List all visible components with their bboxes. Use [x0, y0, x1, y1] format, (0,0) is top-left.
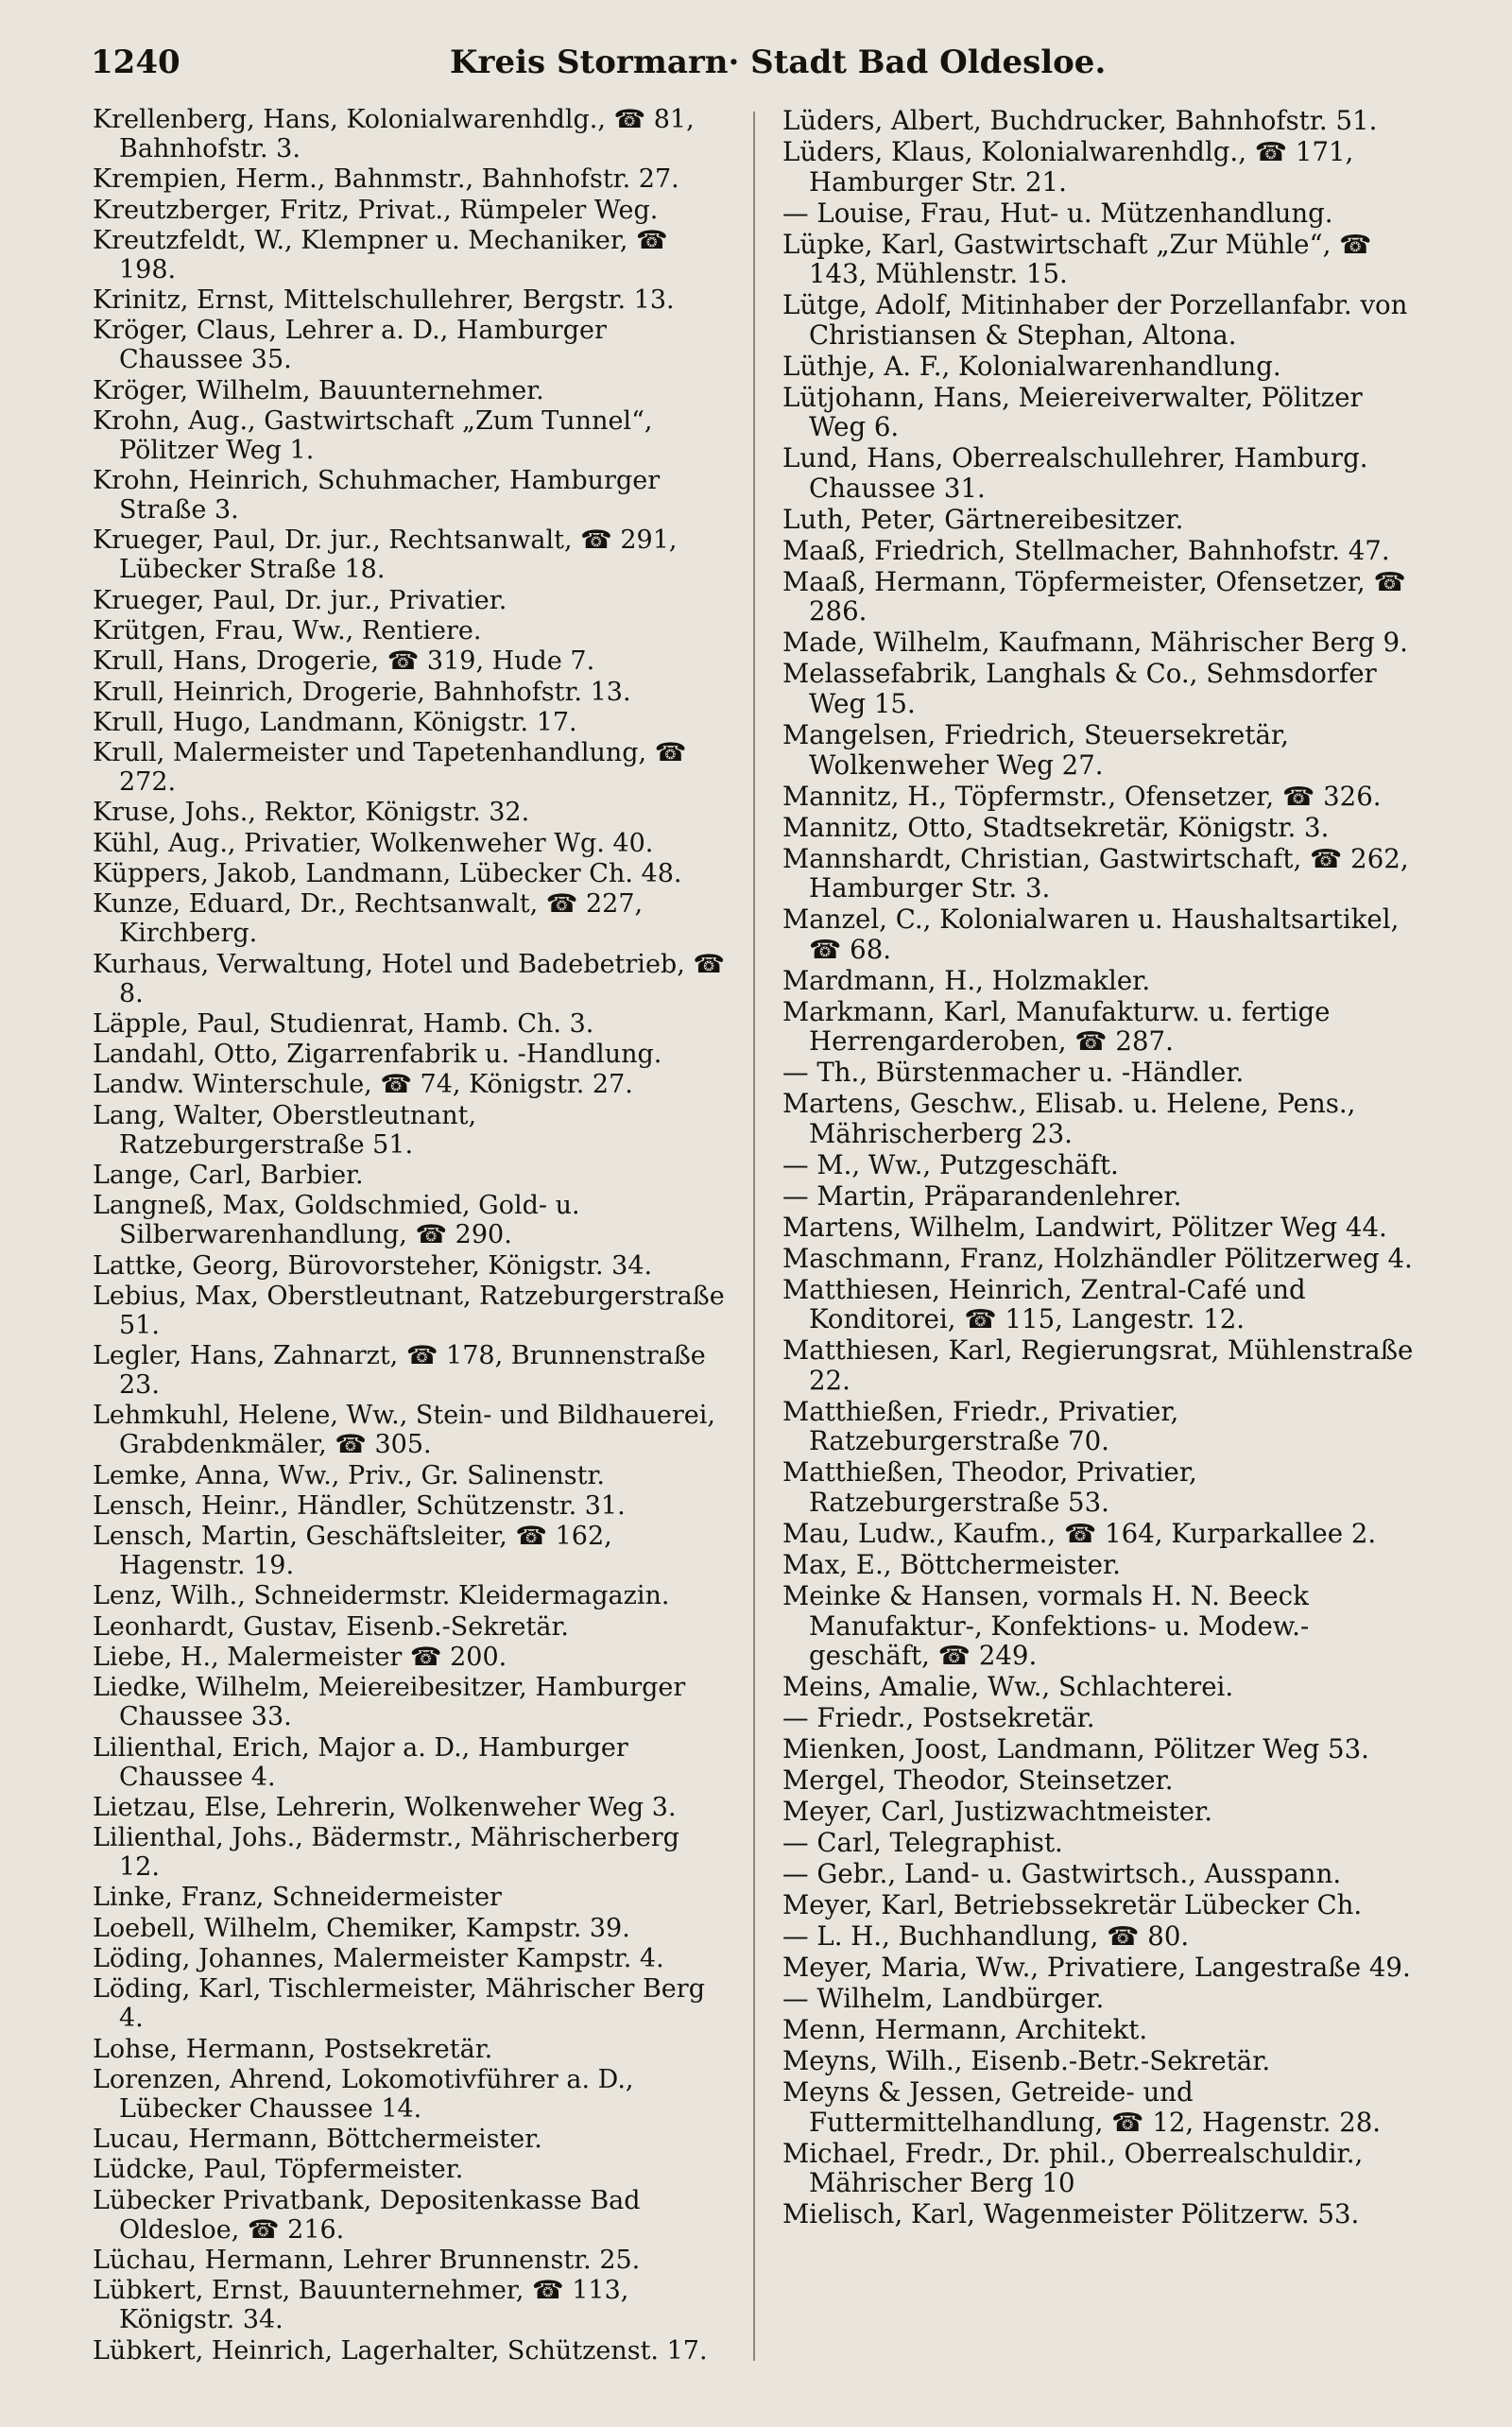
directory-entry: Martens, Wilhelm, Landwirt, Pölitzer Weg 44.: [782, 1211, 1387, 1243]
directory-entry: Lemke, Anna, Ww., Priv., Gr. Salinenstr.: [93, 1460, 605, 1490]
directory-entry: Meyer, Maria, Ww., Privatiere, Langestraße 49.: [782, 1952, 1411, 1984]
directory-entry: Krueger, Paul, Dr. jur., Rechtsanwalt, ☎ 291, Lübecker Straße 18.: [93, 525, 678, 585]
running-head: Kreis Stormarn· Stadt Bad Oldesloe.: [450, 43, 1107, 81]
directory-entry: Löding, Johannes, Malermeister Kampstr. 4.: [93, 1944, 664, 1974]
directory-entry: Krull, Malermeister und Tapetenhandlung, ☎ 272.: [93, 738, 687, 798]
directory-entry: — Friedr., Postsekretär.: [782, 1702, 1095, 1734]
directory-entry: Kröger, Claus, Lehrer a. D., Hamburger Chaussee 35.: [93, 316, 607, 375]
directory-entry: Made, Wilhelm, Kaufmann, Mährischer Berg 9.: [782, 627, 1408, 659]
directory-entry: Lütge, Adolf, Mitinhaber der Porzellanfabr. von Christiansen & Stephan, Altona.: [782, 289, 1408, 351]
directory-entry: Lebius, Max, Oberstleutnant, Ratzeburgerstraße 51.: [93, 1281, 725, 1340]
directory-entry: Lorenzen, Ahrend, Lokomotivführer a. D., Lübecker Chaussee 14.: [93, 2064, 634, 2124]
directory-entry: Langneß, Max, Goldschmied, Gold- u. Silberwarenhandlung, ☎ 290.: [93, 1191, 580, 1250]
directory-entry: Kurhaus, Verwaltung, Hotel und Badebetrieb, ☎ 8.: [93, 949, 726, 1008]
directory-entry: Kreutzfeldt, W., Klempner u. Mechaniker, ☎ 198.: [93, 225, 668, 284]
page-header: [91, 43, 1442, 96]
directory-entry: Meinke & Hansen, vormals H. N. Beeck Manufaktur-, Konfektions- u. Modew.-geschäft, ☎ 249.: [782, 1580, 1310, 1672]
directory-entry: Meyns, Wilh., Eisenb.-Betr.-Sekretär.: [782, 2044, 1271, 2076]
directory-entry: Luth, Peter, Gärtnereibesitzer.: [782, 503, 1184, 535]
directory-entry: Kröger, Wilhelm, Bauunternehmer.: [93, 375, 544, 405]
directory-entry: Maaß, Hermann, Töpfermeister, Ofensetzer, ☎ 286.: [782, 565, 1406, 628]
directory-entry: Lübecker Privatbank, Depositenkasse Bad Oldesloe, ☎ 216.: [93, 2185, 641, 2245]
directory-entry: Liedke, Wilhelm, Meiereibesitzer, Hamburger Chaussee 33.: [93, 1673, 686, 1732]
directory-entry: Linke, Franz, Schneidermeister: [93, 1883, 502, 1913]
directory-entry: — Louise, Frau, Hut- u. Mützenhandlung.: [782, 197, 1333, 229]
directory-entry: Krempien, Herm., Bahnmstr., Bahnhofstr. 27.: [93, 164, 679, 195]
directory-entry: Matthießen, Friedr., Privatier, Ratzeburgerstraße 70.: [782, 1395, 1179, 1457]
directory-entry: Matthiesen, Karl, Regierungsrat, Mühlenstraße 22.: [782, 1334, 1414, 1396]
directory-entry: Kreutzberger, Fritz, Privat., Rümpeler Weg.: [93, 195, 659, 225]
directory-entry: — Martin, Präparandenlehrer.: [782, 1179, 1182, 1212]
directory-entry: Lucau, Hermann, Böttchermeister.: [93, 2125, 542, 2155]
directory-entry: Lund, Hans, Oberrealschullehrer, Hamburg. Chaussee 31.: [782, 442, 1368, 504]
directory-entry: Landahl, Otto, Zigarrenfabrik u. -Handlung.: [93, 1040, 662, 1070]
directory-entry: Kruse, Johs., Rektor, Königstr. 32.: [93, 798, 530, 828]
directory-entry: Krull, Hans, Drogerie, ☎ 319, Hude 7.: [93, 646, 595, 677]
directory-entry: Löding, Karl, Tischlermeister, Mährischer Berg 4.: [93, 1974, 705, 2034]
directory-entry: Lensch, Martin, Geschäftsleiter, ☎ 162, Hagenstr. 19.: [93, 1522, 612, 1581]
directory-entry: Matthießen, Theodor, Privatier, Ratzeburgerstraße 53.: [782, 1456, 1197, 1519]
directory-entry: Lehmkuhl, Helene, Ww., Stein- und Bildhauerei, Grabdenkmäler, ☎ 305.: [93, 1401, 715, 1460]
left-column: [93, 106, 726, 2367]
directory-entry: Liebe, H., Malermeister ☎ 200.: [93, 1643, 507, 1673]
directory-entry: Lüders, Klaus, Kolonialwarenhdlg., ☎ 171, Hamburger Str. 21.: [782, 135, 1354, 198]
directory-entry: Landw. Winterschule, ☎ 74, Königstr. 27.: [93, 1070, 633, 1100]
right-column: [782, 106, 1416, 2230]
directory-entry: Krütgen, Frau, Ww., Rentiere.: [93, 615, 482, 645]
directory-entry: Max, E., Böttchermeister.: [782, 1549, 1121, 1581]
directory-entry: Meins, Amalie, Ww., Schlachterei.: [782, 1671, 1234, 1703]
directory-entry: Mannitz, H., Töpfermstr., Ofensetzer, ☎ 326.: [782, 780, 1382, 812]
directory-entry: Krueger, Paul, Dr. jur., Privatier.: [93, 585, 507, 615]
directory-entry: Lietzau, Else, Lehrerin, Wolkenweher Weg 3.: [93, 1792, 677, 1822]
directory-entry: Lilienthal, Erich, Major a. D., Hamburger Chaussee 4.: [93, 1732, 628, 1792]
directory-entry: Lübkert, Heinrich, Lagerhalter, Schützenst. 17.: [93, 2335, 708, 2366]
directory-entry: Lilienthal, Johs., Bädermstr., Mährischerberg 12.: [93, 1823, 679, 1883]
directory-entry: Mergel, Theodor, Steinsetzer.: [782, 1764, 1174, 1797]
directory-entry: Meyer, Karl, Betriebssekretär Lübecker Ch.: [782, 1889, 1363, 1921]
directory-entry: Mau, Ludw., Kaufm., ☎ 164, Kurparkallee 2.: [782, 1518, 1377, 1550]
directory-entry: Lohse, Hermann, Postsekretär.: [93, 2034, 493, 2064]
directory-entry: — Gebr., Land- u. Gastwirtsch., Ausspann.: [782, 1858, 1342, 1890]
directory-entry: — Th., Bürstenmacher u. -Händler.: [782, 1057, 1245, 1089]
directory-entry: Mannitz, Otto, Stadtsekretär, Königstr. 3.: [782, 811, 1330, 843]
directory-entry: Küppers, Jakob, Landmann, Lübecker Ch. 48.: [93, 859, 682, 889]
directory-entry: Loebell, Wilhelm, Chemiker, Kampstr. 39.: [93, 1913, 630, 1943]
directory-entry: Kunze, Eduard, Dr., Rechtsanwalt, ☎ 227, Kirchberg.: [93, 889, 644, 949]
directory-entry: Matthiesen, Heinrich, Zentral-Café und Konditorei, ☎ 115, Langestr. 12.: [782, 1273, 1306, 1335]
directory-entry: Maschmann, Franz, Holzhändler Pölitzerweg 4.: [782, 1242, 1413, 1274]
directory-entry: Lüders, Albert, Buchdrucker, Bahnhofstr. 51.: [782, 105, 1378, 136]
directory-entry: — M., Ww., Putzgeschäft.: [782, 1148, 1119, 1180]
directory-entry: Krohn, Heinrich, Schuhmacher, Hamburger Straße 3.: [93, 466, 661, 525]
directory-entry: Menn, Hermann, Architekt.: [782, 2014, 1148, 2045]
directory-entry: Markmann, Karl, Manufakturw. u. fertige Herrengarderoben, ☎ 287.: [782, 995, 1331, 1058]
directory-entry: Krull, Hugo, Landmann, Königstr. 17.: [93, 707, 577, 737]
directory-entry: — L. H., Buchhandlung, ☎ 80.: [782, 1920, 1190, 1953]
directory-entry: Martens, Geschw., Elisab. u. Helene, Pens., Mährischerberg 23.: [782, 1088, 1356, 1149]
directory-entry: Lüdcke, Paul, Töpfermeister.: [93, 2155, 464, 2185]
directory-entry: Meyns & Jessen, Getreide- und Futtermittelhandlung, ☎ 12, Hagenstr. 28.: [782, 2075, 1382, 2138]
directory-entry: Lattke, Georg, Bürovorsteher, Königstr. 34.: [93, 1250, 653, 1281]
directory-entry: Michael, Fredr., Dr. phil., Oberrealschuldir., Mährischer Berg 10: [782, 2137, 1364, 2199]
directory-entry: Mangelsen, Friedrich, Steuersekretär, Wolkenweher Weg 27.: [782, 718, 1289, 781]
directory-entry: Lüchau, Hermann, Lehrer Brunnenstr. 25.: [93, 2245, 641, 2275]
directory-entry: Lang, Walter, Oberstleutnant, Ratzeburgerstraße 51.: [93, 1100, 477, 1160]
directory-entry: Mienken, Joost, Landmann, Pölitzer Weg 53.: [782, 1733, 1369, 1765]
directory-entry: Lütjohann, Hans, Meiereiverwalter, Pölitzer Weg 6.: [782, 381, 1363, 443]
directory-entry: Mielisch, Karl, Wagenmeister Pölitzerw. 53.: [782, 2198, 1360, 2230]
directory-entry: Krinitz, Ernst, Mittelschullehrer, Bergstr. 13.: [93, 285, 675, 316]
directory-entry: Krull, Heinrich, Drogerie, Bahnhofstr. 13.: [93, 677, 631, 707]
directory-entry: Maaß, Friedrich, Stellmacher, Bahnhofstr. 47.: [782, 534, 1390, 566]
directory-entry: — Wilhelm, Landbürger.: [782, 1983, 1105, 2015]
page-number: 1240: [91, 43, 180, 81]
directory-entry: Kühl, Aug., Privatier, Wolkenweher Wg. 40.: [93, 828, 654, 858]
directory-entry: Lenz, Wilh., Schneidermstr. Kleidermagazin.: [93, 1581, 670, 1611]
directory-entry: Manzel, C., Kolonialwaren u. Haushaltsartikel, ☎ 68.: [782, 904, 1400, 965]
directory-entry: Leonhardt, Gustav, Eisenb.-Sekretär.: [93, 1611, 569, 1642]
directory-entry: Mannshardt, Christian, Gastwirtschaft, ☎ 262, Hamburger Str. 3.: [782, 842, 1409, 904]
directory-entry: Meyer, Carl, Justizwachtmeister.: [782, 1796, 1212, 1828]
directory-entry: Legler, Hans, Zahnarzt, ☎ 178, Brunnenstraße 23.: [93, 1341, 706, 1401]
directory-entry: Lensch, Heinr., Händler, Schützenstr. 31.: [93, 1490, 626, 1521]
directory-entry: Krohn, Aug., Gastwirtschaft „Zum Tunnel“, Pölitzer Weg 1.: [93, 405, 653, 465]
directory-entry: Melassefabrik, Langhals & Co., Sehmsdorfer Weg 15.: [782, 658, 1377, 719]
directory-entry: Lüpke, Karl, Gastwirtschaft „Zur Mühle“, ☎ 143, Mühlenstr. 15.: [782, 228, 1372, 290]
directory-entry: — Carl, Telegraphist.: [782, 1827, 1063, 1859]
directory-entry: Mardmann, H., Holzmakler.: [782, 964, 1151, 996]
column-divider: [753, 112, 755, 2361]
directory-entry: Lüthje, A. F., Kolonialwarenhandlung.: [782, 350, 1281, 382]
directory-entry: Krellenberg, Hans, Kolonialwarenhdlg., ☎ 81, Bahnhofstr. 3.: [93, 105, 695, 164]
directory-entry: Läpple, Paul, Studienrat, Hamb. Ch. 3.: [93, 1008, 594, 1039]
directory-entry: Lange, Carl, Barbier.: [93, 1161, 364, 1191]
directory-entry: Lübkert, Ernst, Bauunternehmer, ☎ 113, Königstr. 34.: [93, 2276, 629, 2335]
